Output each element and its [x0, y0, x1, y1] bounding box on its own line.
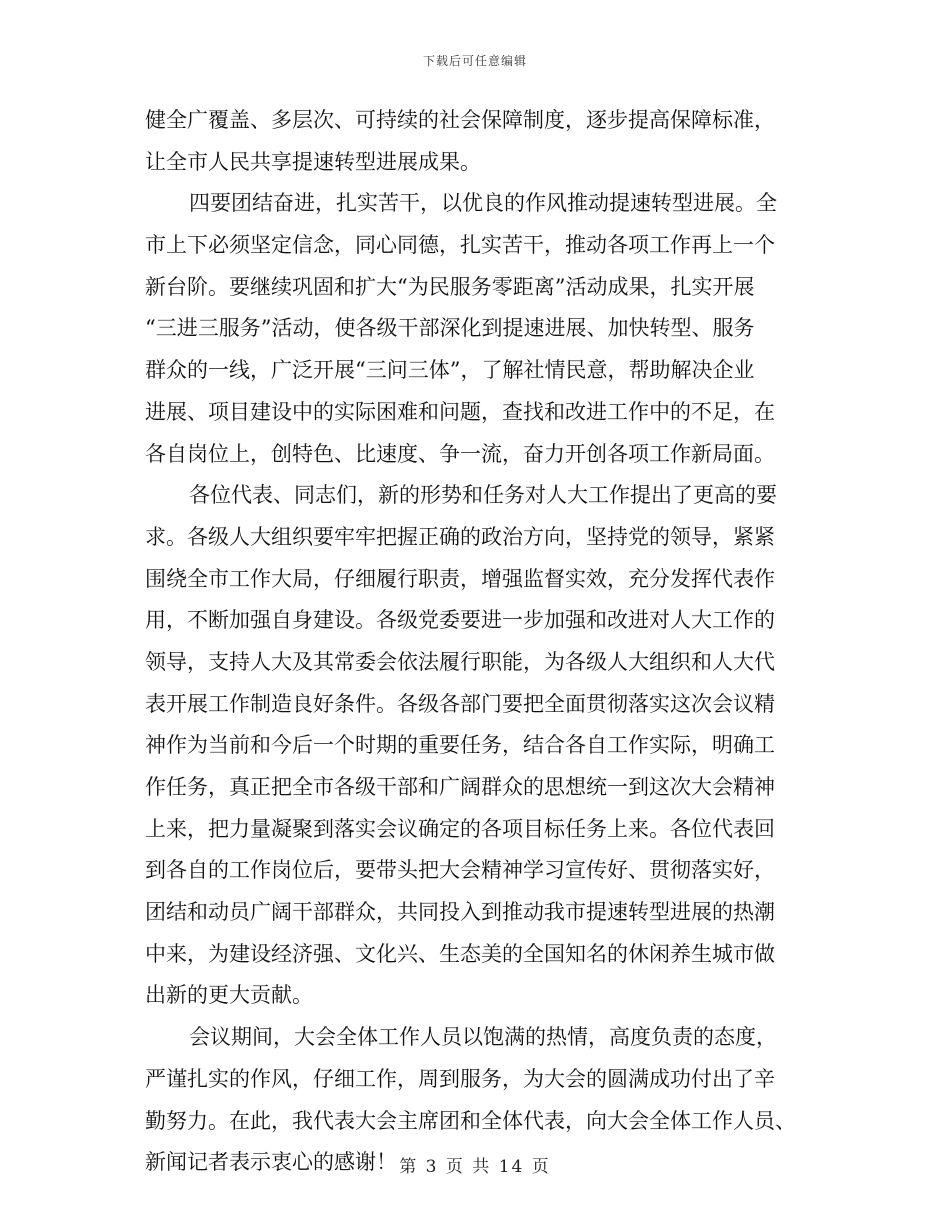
paragraph-first-line: 四要团结奋进，扎实苦干，以优良的作风推动提速转型进展。全 — [189, 191, 777, 216]
text-line: 群众的一线，广泛开展“三问三体”，了解社情民意，帮助解决企业 — [145, 358, 755, 383]
text-line: 勤努力。在此，我代表大会主席团和全体代表，向大会全体工作人员、 — [145, 1108, 796, 1133]
text-line: 领导，支持人大及其常委会依法履行职能，为各级人大组织和人大代 — [145, 649, 775, 674]
text-line: 围绕全市工作大局，仔细履行职责，增强监督实效，充分发挥代表作 — [145, 566, 775, 591]
paragraph-first-line: 各位代表、同志们，新的形势和任务对人大工作提出了更高的要 — [189, 483, 777, 508]
text-line: 新闻记者表示衷心的感谢！ — [145, 1150, 397, 1175]
text-line: 到各自的工作岗位后，要带头把大会精神学习宣传好、贯彻落实好， — [145, 858, 775, 883]
text-line: 神作为当前和今后一个时期的重要任务，结合各自工作实际，明确工 — [145, 733, 775, 758]
text-line: 中来，为建设经济强、文化兴、生态美的全国知名的休闲养生城市做 — [145, 941, 775, 966]
text-line: 健全广覆盖、多层次、可持续的社会保障制度，逐步提高保障标准， — [145, 108, 775, 132]
document-body — [145, 100, 800, 1184]
text-line: 团结和动员广阔干部群众，共同投入到推动我市提速转型进展的热潮 — [145, 900, 775, 925]
text-line: 出新的更大贡献。 — [145, 983, 313, 1008]
text-line: 市上下必须坚定信念，同心同德，扎实苦干，推动各项工作再上一个 — [145, 233, 775, 258]
text-line: “三进三服务”活动，使各级干部深化到提速进展、加快转型、服务 — [145, 316, 755, 341]
text-line: 表开展工作制造良好条件。各级各部门要把全面贯彻落实这次会议精 — [145, 691, 775, 716]
page-header: 下载后可任意编辑 — [422, 54, 527, 68]
text-line: 让全市人民共享提速转型进展成果。 — [145, 149, 481, 174]
text-line: 用，不断加强自身建设。各级党委要进一步加强和改进对人大工作的 — [145, 608, 775, 633]
text-line: 作任务，真正把全市各级干部和广阔群众的思想统一到这次大会精神 — [145, 775, 775, 799]
text-line: 求。各级人大组织要牢牢把握正确的政治方向，坚持党的领导，紧紧 — [145, 524, 775, 549]
paragraph-first-line: 会议期间，大会全体工作人员以饱满的热情，高度负责的态度， — [189, 1025, 777, 1050]
page-number-footer: 第 3 页 共 14 页 — [399, 1157, 551, 1177]
text-line: 上来，把力量凝聚到落实会议确定的各项目标任务上来。各位代表回 — [145, 816, 775, 841]
text-line: 进展、项目建设中的实际困难和问题，查找和改进工作中的不足，在 — [145, 399, 775, 424]
text-line: 各自岗位上，创特色、比速度、争一流，奋力开创各项工作新局面。 — [145, 441, 775, 466]
text-line: 严谨扎实的作风，仔细工作，周到服务，为大会的圆满成功付出了辛 — [145, 1066, 775, 1091]
text-line: 新台阶。要继续巩固和扩大“为民服务零距离”活动成果，扎实开展 — [145, 274, 755, 299]
